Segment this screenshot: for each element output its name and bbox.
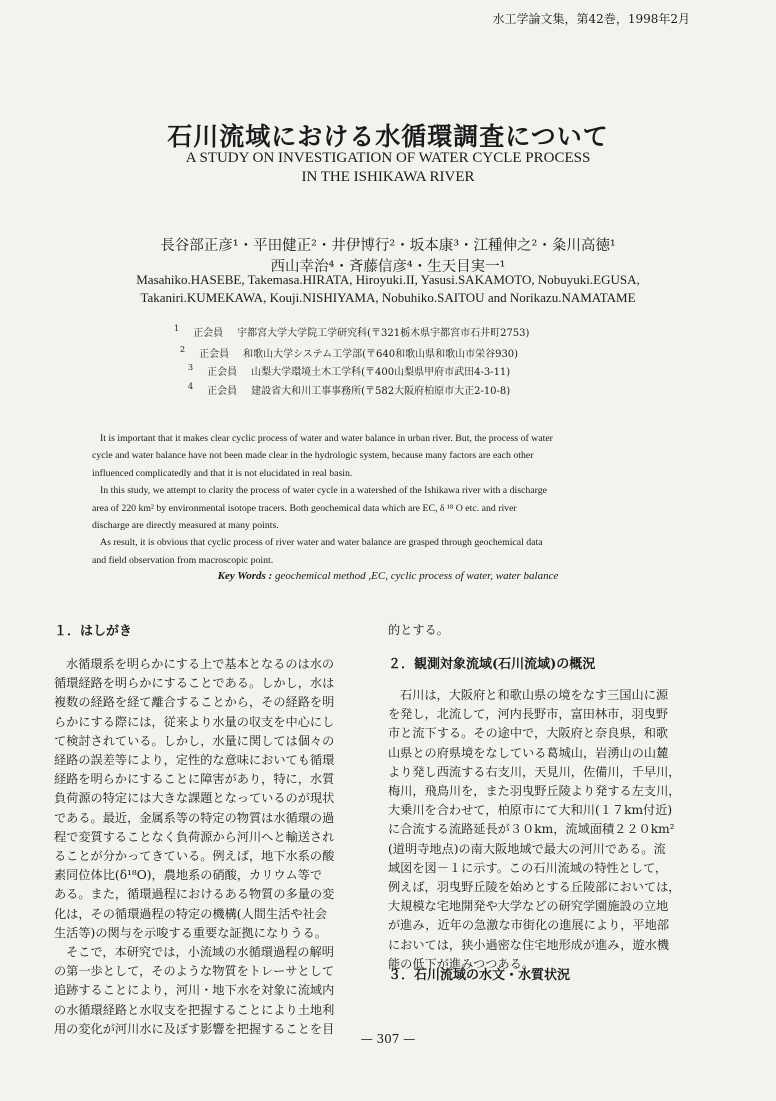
affiliation-number: 1 [174,324,180,333]
body-text-line: 能の低下が進みつつある。 [388,956,535,971]
section-heading-study-area: ２．観測対象流域(石川流域)の概況 [388,657,596,672]
keywords-label: Key Words : [217,570,273,582]
body-text-line: より発し西流する右支川，天見川，佐備川，千早川， [388,764,681,779]
body-text-line: の第一歩として，そのような物質をトレーサとして [54,964,335,979]
authors-english-line1: Masahiko.HASEBE, Takemasa.HIRATA, Hiroyuki.II, Yasusi.SAKAMOTO, Nobuyuki.EGUSA, [136,272,640,287]
body-text-line: 化は，その循環過程の特定の機構(人間生活や社会 [54,906,327,921]
body-text-line: 経路を明らかにすることに障害があり，特に，水質 [54,772,335,787]
body-text-line: の水循環経路と水収支を把握することにより土地利 [54,1002,335,1017]
page-number: — 307 — [360,1032,416,1046]
title-english-line1: A STUDY ON INVESTIGATION OF WATER CYCLE PROCESS [185,150,591,166]
section-study-area-body [388,686,700,974]
section-heading-hydrology: ３．石川流域の水文・水質状況 [388,968,571,983]
body-text-line: 域図を図－１に示す。この石川流域の特性として， [388,860,668,875]
body-text-line: て検討されている。しかし，水量に関しては個々の [54,733,335,748]
keywords [0,570,776,582]
body-text-line: 追跡することにより，河川・地下水を対象に流域内 [54,983,335,998]
affiliation-member: 正会員 [199,349,230,360]
abstract-line: In this study, we attempt to clarity the process of water cycle in a watershed of the Ishikawa river with a discharge [100,485,547,497]
authors-japanese-line1: 長谷部正彦¹・平田健正²・井伊博行²・坂本康³・江種伸之²・粂川高徳¹ [160,238,616,254]
authors-japanese-line2: 西山幸治⁴・斉藤信彦⁴・生天目実一¹ [270,259,506,275]
body-text-line: 水循環系を明らかにする上で基本となるのは水の [66,657,335,671]
body-text-line: 大乗川を合わせて，柏原市にて大和川(１７km付近) [388,803,673,818]
keywords-text: geochemical method ,EC, cyclic process of water, water balance [272,570,559,582]
abstract-line: As result, it is obvious that cyclic process of river water and water balance are grasped through geochemical data [100,537,543,549]
body-text-line: を発し，北流して，河内長野市，富田林市，羽曳野 [388,707,669,722]
abstract-line: cycle and water balance have not been made clear in the hydrologic system, because many factors are each other [92,450,534,462]
abstract-line: It is important that it makes clear cyclic process of water and water balance in urban river. But, the process of water [100,433,553,444]
body-text-line: 用の変化が河川水に及ぼす影響を把握することを目 [54,1021,335,1036]
affiliation-text: 建設省大和川工事事務所(〒582大阪府柏原市大正2-10-8) [251,386,511,397]
abstract [92,430,660,569]
affiliation-4 [188,382,510,397]
affiliation-text: 和歌山大学システム工学部(〒640和歌山県和歌山市栄谷930) [243,349,519,360]
body-text-line: そこで，本研究では，小流域の水循環過程の解明 [66,945,334,960]
body-text-line: ある。また，循環過程におけるある物質の多量の変 [54,887,335,902]
body-text-line: 程で変質することなく負荷源から河川へと輸送され [54,829,335,844]
body-text-line: 素同位体比(δ¹⁸O)，農地系の硝酸，カリウム等で [54,868,323,883]
section-heading-introduction: １．はしがき [54,624,133,639]
body-text-line: である。最近，金属系等の特定の物質は水循環の過 [54,810,335,825]
authors-english-line2: Takaniri.KUMEKAWA, Kouji.NISHIYAMA, Nobuhiko.SAITOU and Norikazu.NAMATAME [140,290,636,305]
body-text-line: においては，狭小過密な住宅地形成が進み，遊水機 [388,937,670,952]
title-japanese: 石川流域における水循環調査について [167,122,609,151]
affiliation-2 [180,345,518,360]
body-text-line: らかにする際には，従来より水量の収支を中心にし [54,714,335,729]
body-text-line: 石川は，大阪府と和歌山県の境をなす三国山に源 [400,688,669,702]
body-text-line: 山県との府県境をなしている葛城山，岩湧山の山麓 [388,745,669,760]
body-text-line: 例えば，羽曳野丘陵を始めとする丘陵部においては， [388,880,681,895]
section-introduction-body [54,655,360,1039]
body-text-line: 複数の経路を経て離合することから，その経路を明 [54,695,335,710]
body-text-line: 梅川，飛鳥川を，また羽曳野丘陵より発する左支川， [388,784,681,799]
abstract-line: influenced complicatedly and that it is not elucidated in real basin. [92,467,353,479]
affiliation-number: 4 [188,382,194,391]
body-text-line: 循環経路を明らかにすることである。しかし，水は [54,676,335,691]
journal-header: 水工学論文集，第42巻，1998年2月 [492,12,690,26]
title-english-line2: IN THE ISHIKAWA RIVER [301,169,475,185]
affiliation-1 [174,324,529,339]
abstract-line: and field observation from macroscopic point. [92,554,274,566]
body-text-line: 負荷源の特定には大きな課題となっているのが現状 [54,791,335,806]
section-introduction-continued: 的とする。 [388,623,449,637]
affiliation-text: 山梨大学環境土木工学科(〒400山梨県甲府市武田4-3-11) [251,367,511,378]
affiliation-3 [188,363,510,378]
affiliation-member: 正会員 [193,328,224,339]
body-text-line: 生活等)の関与を示唆する重要な証拠になりうる。 [54,925,327,940]
abstract-line: area of 220 km² by environmental isotope tracers. Both geochemical data which are EC, δ ¹⁸ O etc. and river [92,502,517,514]
body-text-line: 市と流下する。その途中で，大阪府と奈良県，和歌 [388,726,669,741]
body-text-line: (道明寺地点)の南大阪地域で最大の河川である。流 [388,841,666,856]
affiliation-number: 2 [180,345,186,354]
affiliation-number: 3 [188,363,194,372]
body-text-line: に合流する流路延長が３０km，流域面積２２０km² [388,822,675,837]
abstract-line: discharge are directly measured at many points. [92,520,279,532]
affiliation-member: 正会員 [207,386,238,397]
affiliation-member: 正会員 [207,367,238,378]
body-text-line: 経路の誤差等により，定性的な意味においても循環 [54,753,335,768]
body-text-line: が進み，近年の急激な市街化の進展により，平地部 [388,918,670,933]
body-text-line: ることが分かってきている。例えば，地下水系の酸 [54,849,335,864]
affiliation-text: 宇都宮大学大学院工学研究科(〒321栃木県宇都宮市石井町2753) [237,328,530,339]
body-text-line: 大規模な宅地開発や大学などの研究学園施設の立地 [388,899,669,914]
